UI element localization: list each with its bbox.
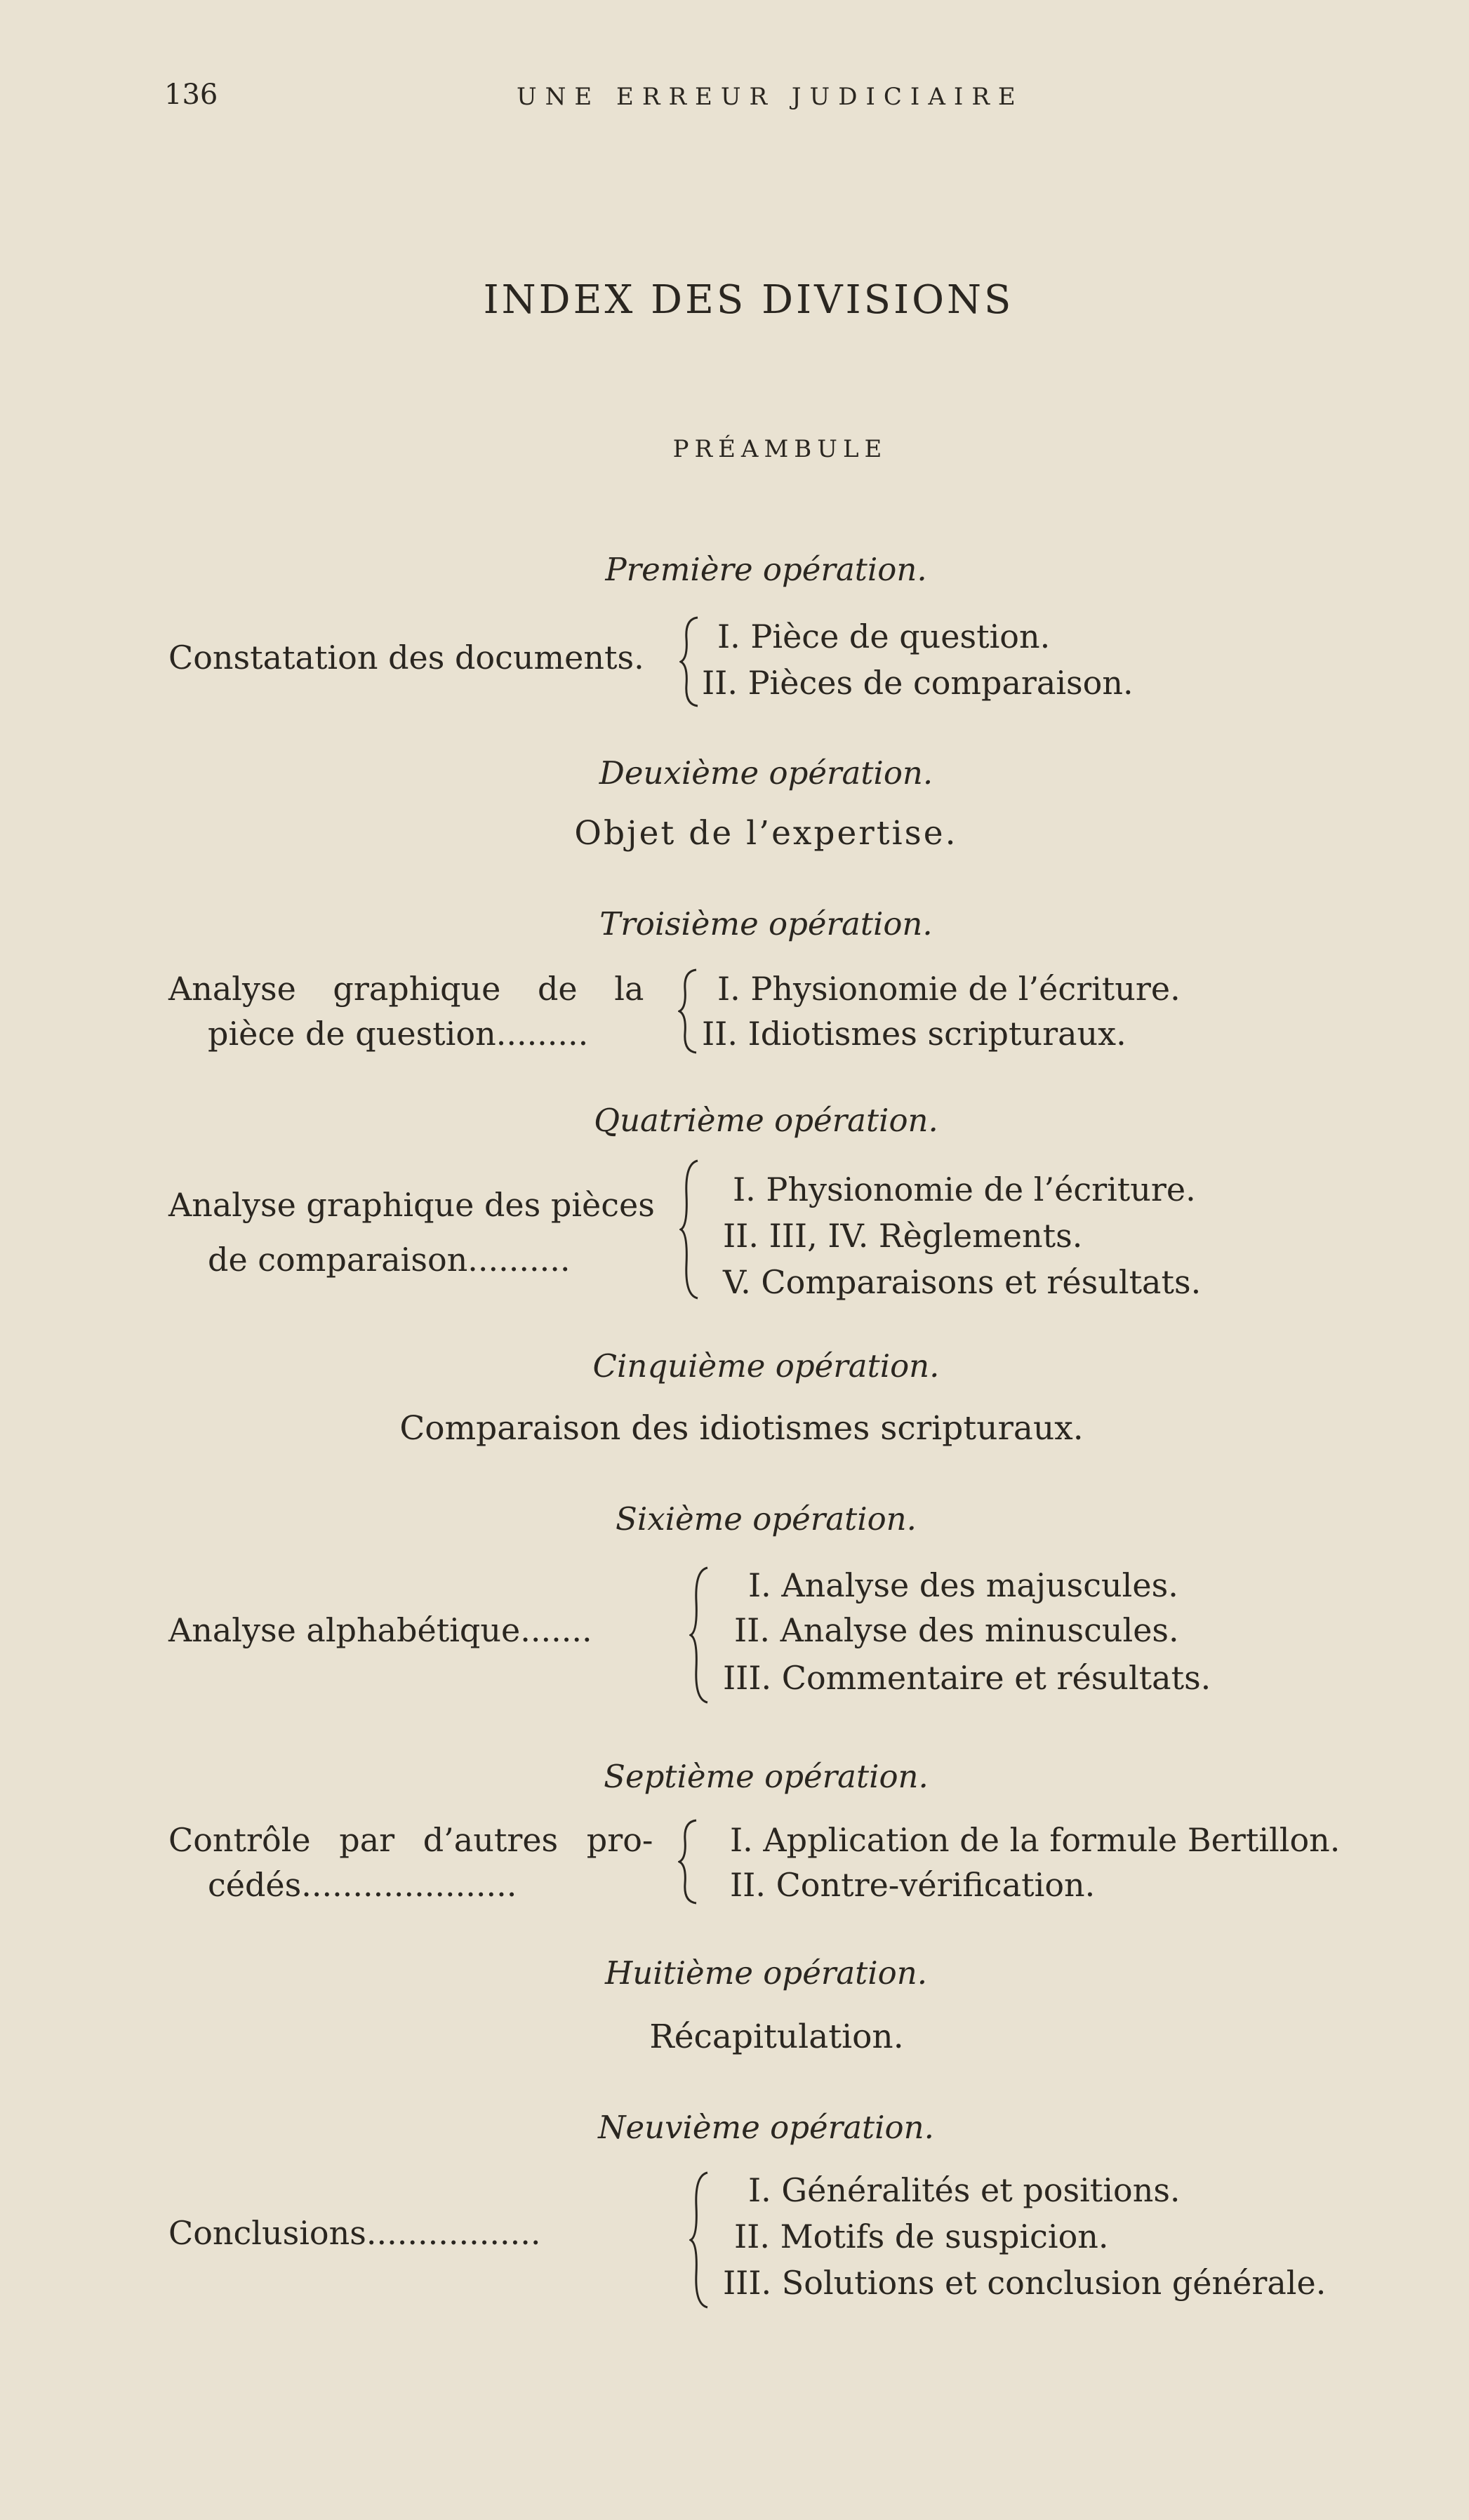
section-4-item: V. Comparaisons et résultats. xyxy=(723,1263,1202,1301)
section-1-item: II. Pièces de comparaison. xyxy=(702,664,1134,702)
section-5-text: Comparaison des idiotismes scripturaux. xyxy=(399,1409,1084,1448)
section-3-label-line: Analyse graphique de la xyxy=(168,970,644,1008)
section-1-label: Constatation des documents. xyxy=(168,639,644,676)
section-9-label: Conclusions................. xyxy=(168,2214,541,2252)
section-7-heading: Septième opération. xyxy=(604,1758,929,1795)
section-4-label-line: de comparaison.......... xyxy=(208,1241,571,1279)
section-9-item: II. Motifs de suspicion. xyxy=(734,2218,1109,2255)
section-3-heading: Troisième opération. xyxy=(599,905,933,942)
section-8-heading: Huitième opération. xyxy=(604,1954,928,1992)
section-6-item: II. Analyse des minuscules. xyxy=(734,1611,1179,1649)
section-4-label-line: Analyse graphique des pièces xyxy=(168,1186,655,1224)
section-2-heading: Deuxième opération. xyxy=(599,754,933,792)
section-4-item: II. III, IV. Règlements. xyxy=(723,1217,1083,1255)
brace-icon xyxy=(689,2171,713,2309)
brace-icon xyxy=(679,1159,703,1300)
brace-icon xyxy=(678,1819,702,1905)
section-1-heading: Première opération. xyxy=(605,551,927,588)
index-title: INDEX DES DIVISIONS xyxy=(483,277,1014,323)
brace-icon xyxy=(678,968,702,1054)
preamble-heading: PRÉAMBULE xyxy=(672,435,888,463)
section-6-item: III. Commentaire et résultats. xyxy=(723,1659,1211,1697)
section-7-item: I. Application de la formule Bertillon. xyxy=(730,1821,1341,1859)
brace-icon xyxy=(689,1566,713,1704)
brace-icon xyxy=(679,616,703,707)
section-7-label-line: cédés..................... xyxy=(208,1866,517,1904)
page-number: 136 xyxy=(164,79,218,111)
section-1-item: I. Pièce de question. xyxy=(717,618,1051,655)
section-8-text: Récapitulation. xyxy=(649,2018,904,2056)
section-3-item: II. Idiotismes scripturaux. xyxy=(702,1015,1126,1053)
section-2-text: Objet de l’expertise. xyxy=(574,814,958,853)
section-6-item: I. Analyse des majuscules. xyxy=(748,1566,1178,1604)
section-9-item: I. Généralités et positions. xyxy=(748,2171,1181,2209)
section-6-label: Analyse alphabétique....... xyxy=(168,1611,592,1649)
section-7-item: II. Contre-vérification. xyxy=(730,1866,1096,1904)
section-7-label-line: Contrôle par d’autres pro- xyxy=(168,1821,653,1859)
running-title: UNE ERREUR JUDICIAIRE xyxy=(517,83,1024,111)
section-3-item: I. Physionomie de l’écriture. xyxy=(717,970,1181,1008)
section-3-label-line: pièce de question......... xyxy=(208,1015,589,1053)
page-header xyxy=(0,79,1469,121)
section-9-heading: Neuvième opération. xyxy=(598,2109,934,2146)
section-4-heading: Quatrième opération. xyxy=(594,1102,938,1139)
section-9-item: III. Solutions et conclusion générale. xyxy=(723,2264,1327,2302)
section-6-heading: Sixième opération. xyxy=(616,1500,917,1538)
section-4-item: I. Physionomie de l’écriture. xyxy=(733,1171,1196,1208)
section-5-heading: Cinquième opération. xyxy=(592,1347,940,1385)
